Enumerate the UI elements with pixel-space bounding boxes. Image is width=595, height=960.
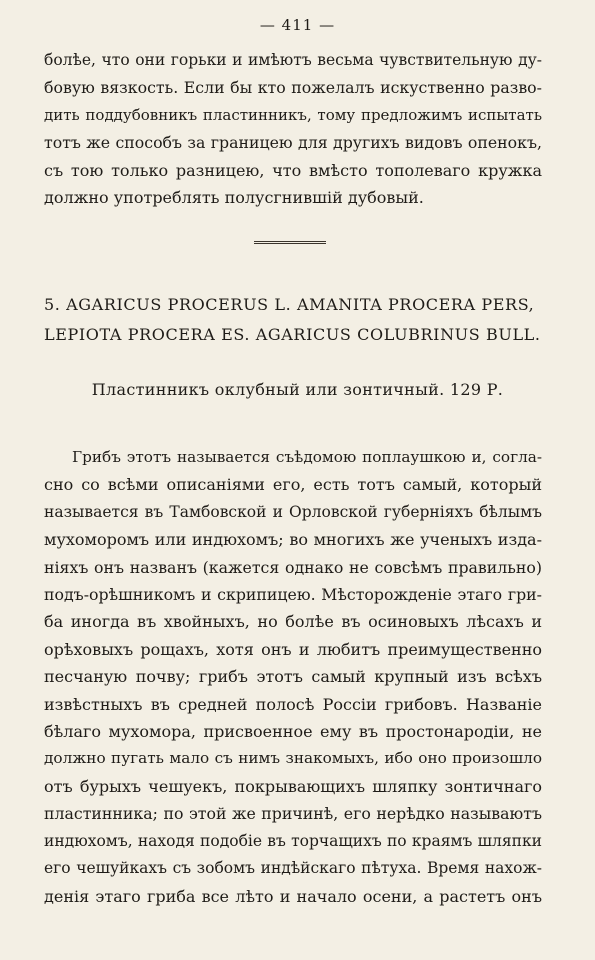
text-line: должно пугать мало съ нимъ знакомыхъ, ибо оно произошло bbox=[44, 749, 542, 768]
text-line: сно со всѣми описаніями его, есть тотъ самый, который bbox=[44, 475, 542, 495]
text-line: извѣстныхъ въ средней полосѣ Россіи грибовъ. Названіе bbox=[44, 694, 542, 714]
text-line: должно употреблять полусгнившій дубовый. bbox=[44, 188, 424, 208]
text-line: Грибъ этотъ называется съѣдомою поплаушкою и, согла- bbox=[72, 448, 542, 466]
text-line: пластинника; по этой же причинѣ, его нерѣдко называютъ bbox=[44, 804, 542, 824]
text-line: бѣлаго мухомора, присвоенное ему въ простонародіи, не bbox=[44, 722, 542, 742]
text-line: называется въ Тамбовской и Орловской губерніяхъ бѣлымъ bbox=[44, 502, 542, 521]
text-line: бовую вязкость. Если бы кто пожелалъ искуственно разво- bbox=[44, 78, 542, 98]
text-line: съ тою только разницею, что вмѣсто тополеваго кружка bbox=[44, 160, 542, 180]
text-line: отъ бурыхъ чешуекъ, покрывающихъ шляпку зонтичнаго bbox=[44, 776, 542, 796]
text-line: болѣе, что они горьки и имѣютъ весьма чувствительную ду- bbox=[44, 51, 542, 69]
text-line: тотъ же способъ за границею для другихъ видовъ опенокъ, bbox=[44, 133, 542, 153]
intro-paragraph bbox=[44, 47, 542, 211]
text-line: дить поддубовникъ пластинникъ, тому предложимъ испытать bbox=[44, 105, 542, 124]
text-line: индюхомъ, находя подобіе въ торчащихъ по краямъ шляпки bbox=[44, 831, 542, 850]
species-heading-line-1: 5. AGARICUS PROCERUS L. AMANITA PROCERA PERS, bbox=[44, 295, 535, 314]
species-common-name: Пластинникъ оклубный или зонтичный. 129 Р. bbox=[91, 380, 504, 399]
species-heading-line-2: LEPIOTA PROCERA ES. AGARICUS COLUBRINUS BULL. bbox=[44, 325, 541, 344]
text-line: денія этаго гриба все лѣто и начало осени, а растетъ онъ bbox=[44, 886, 542, 906]
text-line: подъ-орѣшникомъ и скрипицею. Мѣсторожденіе этаго гри- bbox=[44, 585, 542, 605]
page-number: — 411 — bbox=[259, 16, 336, 34]
body-paragraph bbox=[44, 444, 542, 910]
text-line: ніяхъ онъ названъ (кажется однако не совсѣмъ правильно) bbox=[44, 557, 542, 577]
text-line: мухоморомъ или индюхомъ; во многихъ же ученыхъ изда- bbox=[44, 530, 542, 550]
section-divider bbox=[254, 241, 326, 244]
text-line: орѣховыхъ рощахъ, хотя онъ и любитъ преимущественно bbox=[44, 639, 542, 659]
text-line: ба иногда въ хвойныхъ, но болѣе въ осиновыхъ лѣсахъ и bbox=[44, 612, 542, 632]
text-line: его чешуйкахъ съ зобомъ индѣйскаго пѣтуха. Время нахож- bbox=[44, 859, 542, 878]
text-line: песчаную почву; грибъ этотъ самый крупный изъ всѣхъ bbox=[44, 667, 542, 687]
